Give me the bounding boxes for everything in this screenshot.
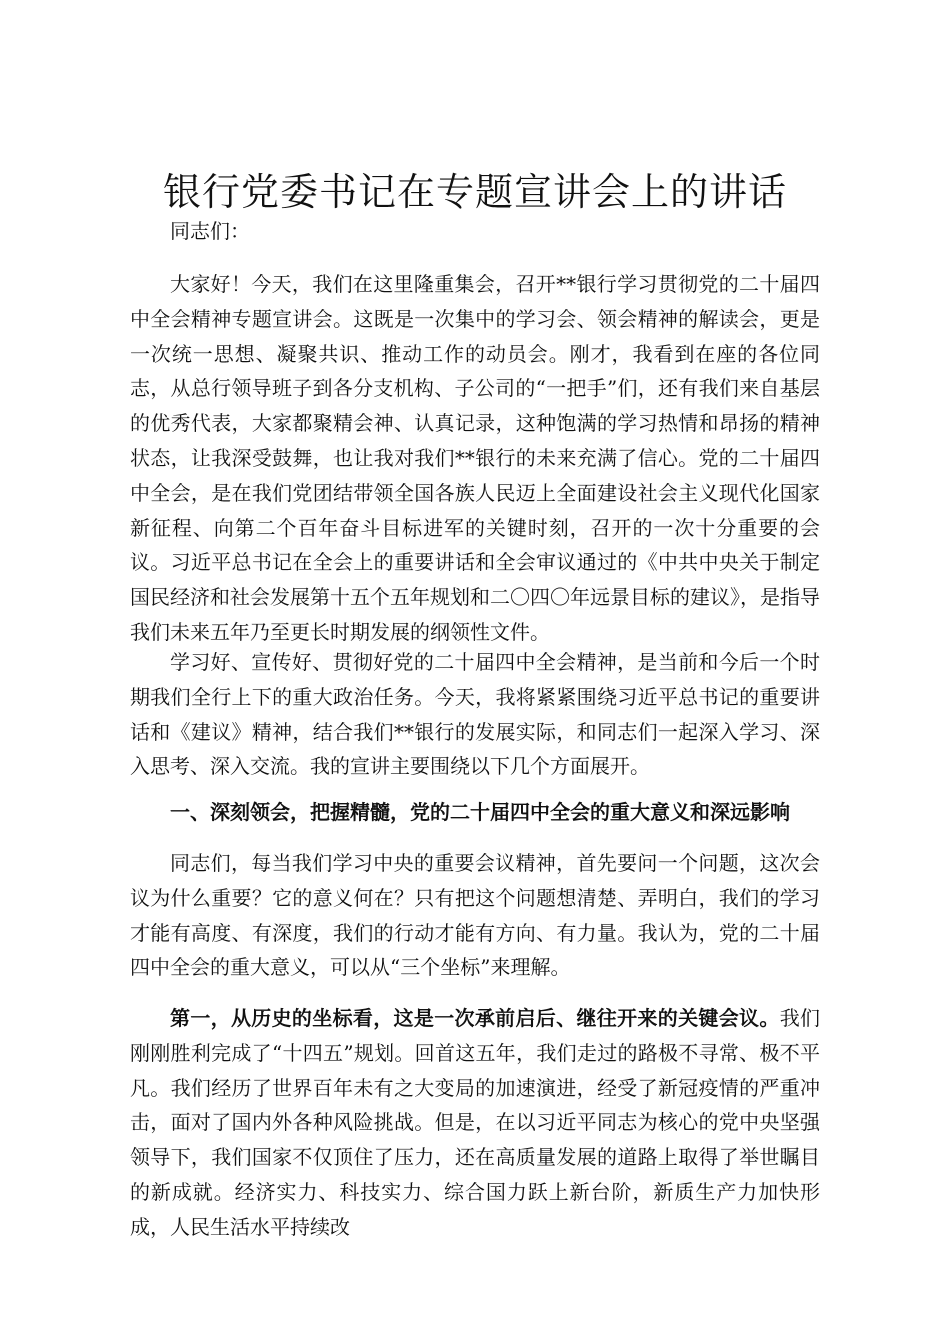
paragraph-lead-bold: 第一，从历史的坐标看，这是一次承前启后、继往开来的关键会议。: [170, 1006, 780, 1030]
salutation: 同志们：: [170, 219, 250, 243]
paragraph-significance: 同志们，每当我们学习中央的重要会议精神，首先要问一个问题，这次会议为什么重要？它的意义何在？只有把这个问题想清楚、弄明白，我们的学习才能有高度、有深度，我们的行动才能有方向、有力量。我认为，党的二十届四中全会的重大意义，可以从“三个坐标”来理解。: [130, 851, 820, 980]
paragraph-opening: 大家好！今天，我们在这里隆重集会，召开**银行学习贯彻党的二十届四中全会精神专题宣讲会。这既是一次集中的学习会、领会精神的解读会，更是一次统一思想、凝聚共识、推动工作的动员会。刚才，我看到在座的各位同志，从总行领导班子到各分支机构、子公司的“一把手”们，还有我们来自基层的优秀代表，大家都聚精会神、认真记录，这种饱满的学习热情和昂扬的精神状态，让我深受鼓舞，也让我对我们**银行的未来充满了信心。党的二十届四中全会，是在我们党团结带领全国各族人民迈上全面建设社会主义现代化国家新征程、向第二个百年奋斗目标进军的关键时刻，召开的一次十分重要的会议。习近平总书记在全会上的重要讲话和全会审议通过的《中共中央关于制定国民经济和社会发展第十五个五年规划和二〇四〇年远景目标的建议》，是指导我们未来五年乃至更长时期发展的纲领性文件。: [130, 272, 820, 644]
section-heading-1: 一、深刻领会，把握精髓，党的二十届四中全会的重大意义和深远影响: [170, 800, 790, 824]
paragraph-body-text: 我们刚刚胜利完成了“十四五”规划。回首这五年，我们走过的路极不寻常、极不平凡。我们经历了世界百年未有之大变局的加速演进，经受了新冠疫情的严重冲击，面对了国内外各种风险挑战。但是，在以习近平同志为核心的党中央坚强领导下，我们国家不仅顶住了压力，还在高质量发展的道路上取得了举世瞩目的新成就。经济实力、科技实力、综合国力跃上新台阶，新质生产力加快形成，人民生活水平持续改: [130, 1006, 821, 1239]
paragraph-task: 学习好、宣传好、贯彻好党的二十届四中全会精神，是当前和今后一个时期我们全行上下的重大政治任务。今天，我将紧紧围绕习近平总书记的重要讲话和《建议》精神，结合我们**银行的发展实际，和同志们一起深入学习、深入思考、深入交流。我的宣讲主要围绕以下几个方面展开。: [130, 650, 820, 779]
paragraph-historical-coordinate: [130, 1001, 820, 1245]
document-title: 银行党委书记在专题宣讲会上的讲话: [162, 170, 787, 214]
